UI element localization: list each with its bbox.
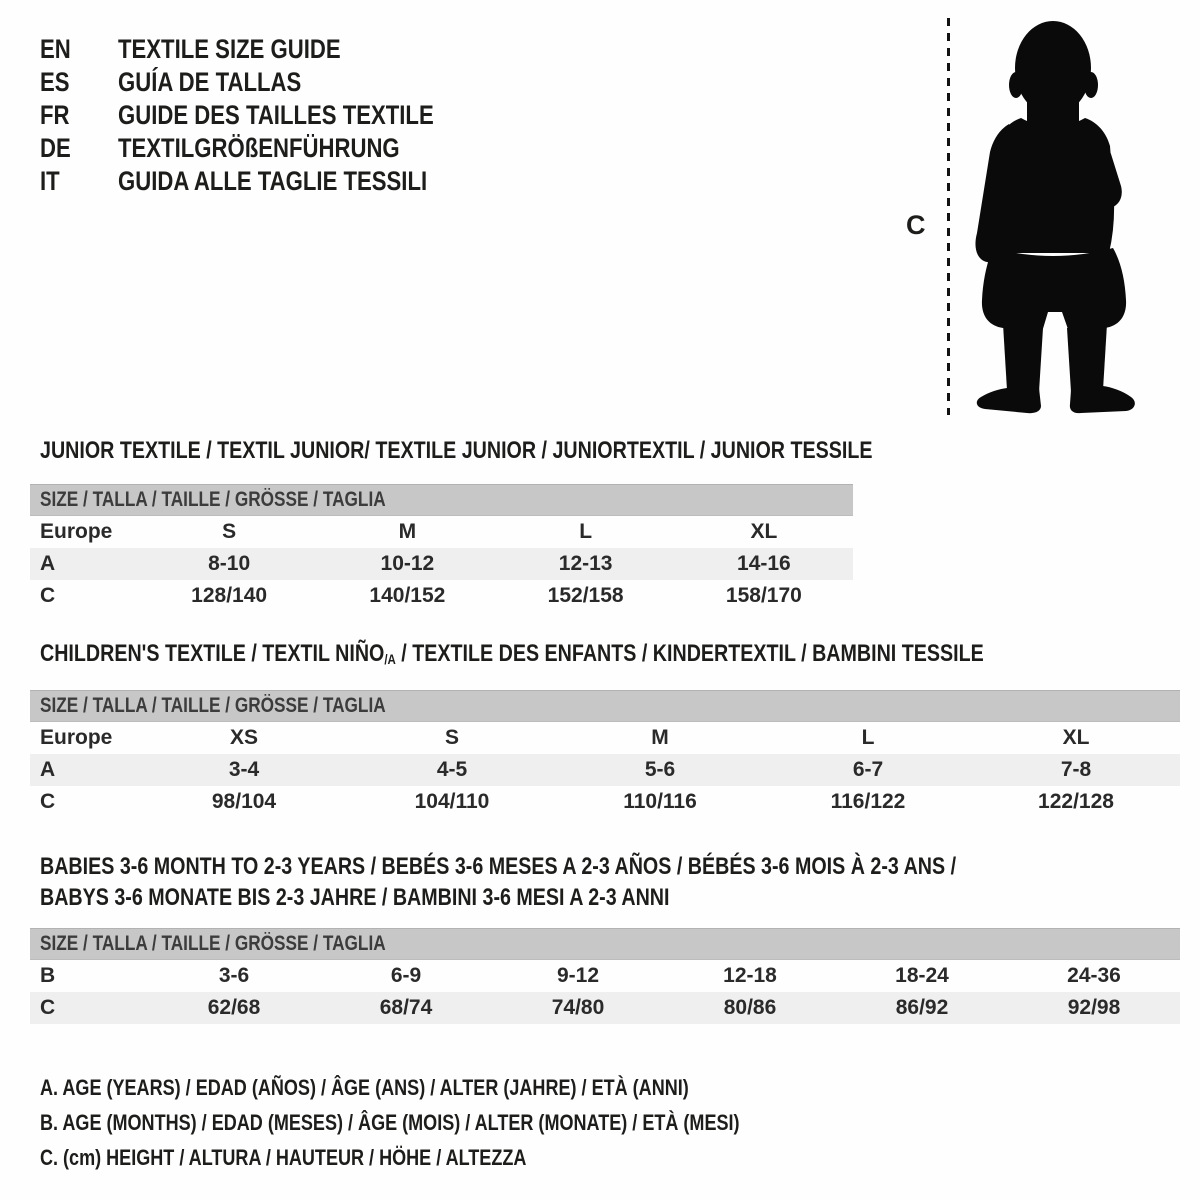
language-title: GUIDE DES TAILLES TEXTILE	[118, 100, 434, 130]
size-header-text: SIZE / TALLA / TAILLE / GRÖSSE / TAGLIA	[40, 488, 386, 511]
nino-a-subscript: /A	[384, 651, 396, 667]
value-cell: 62/68	[148, 992, 320, 1024]
value-cell: 158/170	[725, 584, 802, 607]
value-cell: 3-6	[218, 964, 250, 987]
size-header-band	[30, 485, 853, 516]
toddler-silhouette-icon	[963, 18, 1141, 418]
language-title: TEXTILGRÖßENFÜHRUNG	[118, 133, 400, 163]
language-row	[40, 66, 503, 99]
language-row	[40, 165, 503, 198]
height-measure-label-c: C	[906, 210, 926, 240]
value-cell: 6-7	[764, 754, 972, 786]
age-months-row	[30, 960, 1180, 993]
babies-size-table	[30, 928, 1180, 1024]
size-label-row	[30, 516, 853, 549]
legend	[40, 1070, 893, 1175]
value-cell: 4-5	[348, 754, 556, 786]
row-label: C	[40, 584, 56, 607]
row-label: C	[30, 992, 148, 1024]
language-title-list	[40, 33, 503, 198]
value-cell: 5-6	[556, 754, 764, 786]
region-label: Europe	[40, 726, 113, 749]
size-cell: XL	[750, 520, 778, 543]
children-size-table	[30, 690, 1180, 818]
size-header-text: SIZE / TALLA / TAILLE / GRÖSSE / TAGLIA	[40, 932, 386, 955]
size-label-row	[30, 722, 1180, 755]
size-cell: XL	[1062, 726, 1090, 749]
value-cell: 3-4	[140, 754, 348, 786]
value-cell: 152/158	[547, 584, 624, 607]
language-code: ES	[40, 67, 70, 97]
age-row	[30, 754, 1180, 786]
value-cell: 24-36	[1067, 964, 1121, 987]
junior-section-title: JUNIOR TEXTILE / TEXTIL JUNIOR/ TEXTILE JUNIOR / JUNIORTEXTIL / JUNIOR TESSILE	[40, 437, 873, 464]
language-code: FR	[40, 100, 70, 130]
value-cell: 80/86	[664, 992, 836, 1024]
size-cell: S	[444, 726, 459, 749]
language-code: IT	[40, 166, 60, 196]
value-cell: 12-13	[497, 548, 675, 580]
value-cell: 12-18	[723, 964, 777, 987]
row-label: B	[40, 964, 56, 987]
value-cell: 122/128	[1038, 790, 1114, 813]
age-row	[30, 548, 853, 580]
row-label: A	[30, 548, 140, 580]
value-cell: 10-12	[318, 548, 496, 580]
height-measure-dashed-line	[947, 18, 950, 415]
value-cell: 9-12	[556, 964, 600, 987]
value-cell: 128/140	[191, 584, 268, 607]
size-header-text: SIZE / TALLA / TAILLE / GRÖSSE / TAGLIA	[40, 694, 386, 717]
junior-size-table	[30, 484, 853, 612]
value-cell: 6-9	[390, 964, 422, 987]
legend-line-b: B. AGE (MONTHS) / EDAD (MESES) / ÂGE (MOIS) / ALTER (MONATE) / ETÀ (MESI)	[40, 1109, 740, 1135]
size-header-band	[30, 929, 1180, 960]
height-row	[30, 786, 1180, 818]
language-title: GUÍA DE TALLAS	[118, 67, 302, 97]
value-cell: 92/98	[1008, 992, 1180, 1024]
value-cell: 140/152	[369, 584, 446, 607]
value-cell: 110/116	[623, 790, 697, 813]
size-cell: L	[861, 726, 875, 749]
value-cell: 86/92	[836, 992, 1008, 1024]
language-row	[40, 33, 503, 66]
language-title: GUIDA ALLE TAGLIE TESSILI	[118, 166, 428, 196]
value-cell: 104/110	[414, 790, 490, 813]
value-cell: 18-24	[895, 964, 949, 987]
size-cell: M	[651, 726, 669, 749]
value-cell: 68/74	[320, 992, 492, 1024]
value-cell: 14-16	[675, 548, 853, 580]
value-cell: 98/104	[211, 790, 277, 813]
size-cell: S	[222, 520, 237, 543]
size-cell: M	[398, 520, 417, 543]
language-title: TEXTILE SIZE GUIDE	[118, 34, 341, 64]
row-label: A	[30, 754, 140, 786]
row-label: C	[40, 790, 56, 813]
value-cell: 8-10	[140, 548, 318, 580]
size-cell: L	[579, 520, 593, 543]
size-header-band	[30, 691, 1180, 722]
height-row	[30, 580, 853, 612]
value-cell: 116/122	[830, 790, 906, 813]
language-row	[40, 99, 503, 132]
value-cell: 7-8	[972, 754, 1180, 786]
size-cell: XS	[229, 726, 258, 749]
legend-line-c: C. (cm) HEIGHT / ALTURA / HAUTEUR / HÖHE / ALTEZZA	[40, 1144, 527, 1170]
value-cell: 74/80	[492, 992, 664, 1024]
babies-section-title: BABIES 3-6 MONTH TO 2-3 YEARS / BEBÉS 3-6 MESES A 2-3 AÑOS / BÉBÉS 3-6 MOIS À 2-3 ANS / BABYS 3-6 MONATE BIS 2-3 JAHRE / BAMBINI 3-6 MESI A 2-3 ANNI	[40, 853, 957, 911]
language-code: EN	[40, 34, 71, 64]
language-row	[40, 132, 503, 165]
children-section-title: CHILDREN'S TEXTILE / TEXTIL NIÑO/A / TEXTILE DES ENFANTS / KINDERTEXTIL / BAMBINI TESSILE	[40, 640, 984, 667]
region-label: Europe	[40, 520, 113, 543]
language-code: DE	[40, 133, 71, 163]
legend-line-a: A. AGE (YEARS) / EDAD (AÑOS) / ÂGE (ANS) / ALTER (JAHRE) / ETÀ (ANNI)	[40, 1074, 689, 1100]
height-row	[30, 992, 1180, 1024]
